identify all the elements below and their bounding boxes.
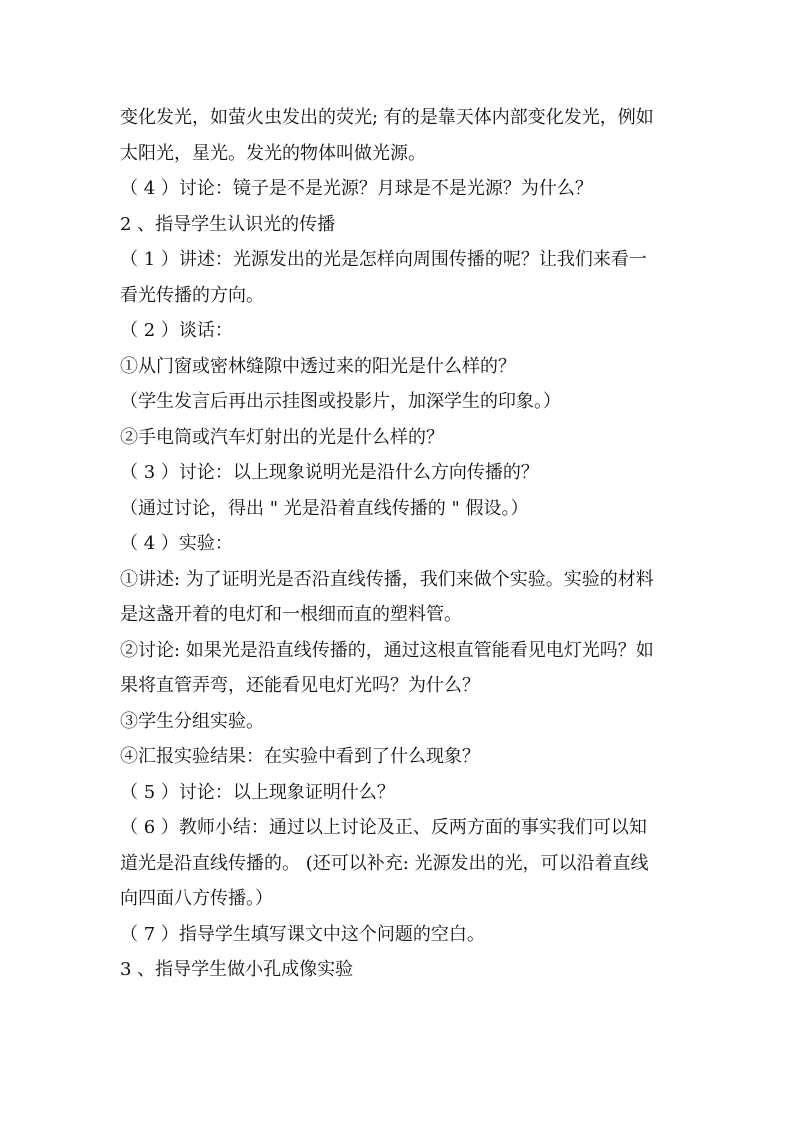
text-line: ②手电筒或汽车灯射出的光是什么样的？ [120, 426, 444, 448]
text-line: （ 4 ）讨论：镜子是不是光源？月球是不是光源？为什么？ [120, 178, 593, 199]
text-line: （ 1 ）讲述：光源发出的光是怎样向周围传播的呢？让我们来看一 [120, 249, 647, 270]
text-line: ②讨论: 如果光是沿直线传播的，通过这根直管能看见电灯光吗？如 [120, 639, 654, 661]
text-line: 太阳光，星光。发光的物体叫做光源。 [120, 142, 426, 164]
text-line: 是这盏开着的电灯和一根细而直的塑料管。 [120, 604, 462, 625]
text-line: （ 7 ）指导学生填写课文中这个问题的空白。 [120, 923, 485, 945]
text-line: ③学生分组实验。 [120, 710, 264, 732]
text-line: 变化发光，如萤火虫发出的荧光; 有的是靠天体内部变化发光，例如 [120, 107, 654, 128]
text-line: （ 6 ）教师小结：通过以上讨论及正、反两方面的事实我们可以知 [120, 817, 647, 838]
text-line: （ 3 ）讨论：以上现象说明光是沿什么方向传播的？ [120, 462, 539, 483]
text-line: ①从门窗或密林缝隙中透过来的阳光是什么样的？ [120, 355, 516, 377]
text-line: ④汇报实验结果：在实验中看到了什么现象？ [120, 746, 480, 767]
text-line: （ 5 ）讨论：以上现象证明什么？ [120, 781, 395, 803]
text-line: 道光是沿直线传播的。 (还可以补充: 光源发出的光，可以沿着直线 [120, 852, 649, 874]
text-line: 果将直管弄弯，还能看见电灯光吗？为什么？ [120, 675, 480, 696]
text-line: ①讲述: 为了证明光是否沿直线传播，我们来做个实验。实验的材料 [120, 568, 654, 590]
text-line: （通过讨论，得出 " 光是沿着直线传播的 " 假设。） [120, 497, 529, 519]
text-line: （ 2 ）谈话： [120, 320, 233, 341]
text-line: （ 4 ）实验： [120, 533, 233, 554]
text-line: 向四面八方传播。） [120, 888, 273, 909]
section-heading: 2 、指导学生认识光的传播 [120, 213, 336, 235]
document-page [120, 100, 680, 988]
section-heading: 3 、指导学生做小孔成像实验 [120, 959, 354, 980]
text-line: （学生发言后再出示挂图或投影片，加深学生的印象。） [120, 391, 561, 412]
text-line: 看光传播的方向。 [120, 284, 264, 306]
